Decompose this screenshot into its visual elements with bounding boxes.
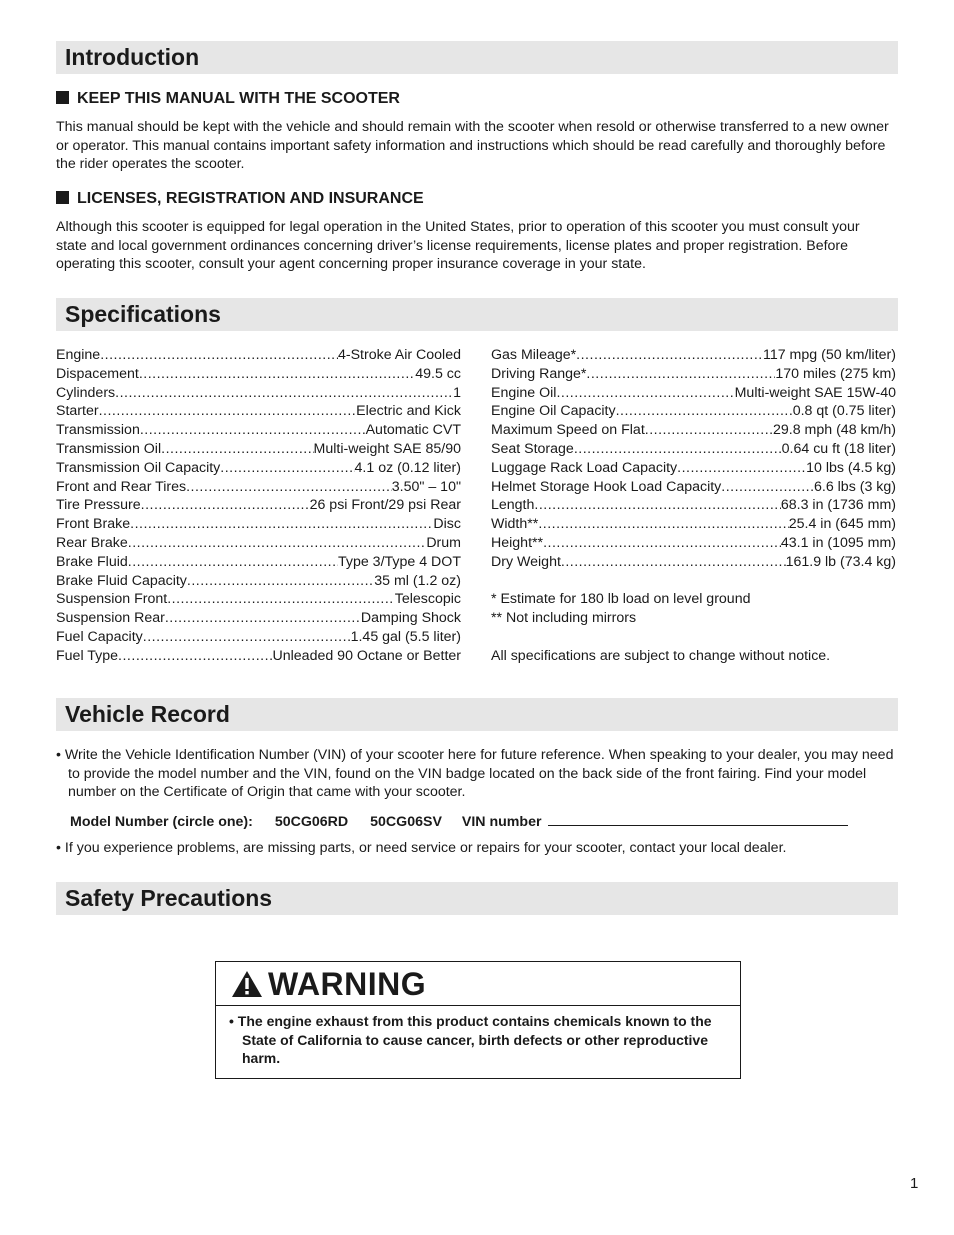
section-title-vehicle-record: Vehicle Record	[65, 701, 230, 727]
square-bullet-icon	[56, 91, 69, 104]
subheading-keep-manual	[56, 90, 400, 108]
square-bullet-icon	[56, 191, 69, 204]
spec-row: Engine ..... 4-Stroke Air Cooled	[56, 346, 461, 365]
spec-row: Starter ..... Electric and Kick	[56, 402, 461, 421]
section-title-introduction: Introduction	[65, 44, 200, 70]
model-option-rd: 50CG06RD	[274, 814, 349, 830]
spec-row: Suspension Rear ..... Damping Shock	[56, 609, 461, 628]
specs-right-column	[491, 346, 896, 666]
spec-row: Luggage Rack Load Capacity ..... 10 lbs (4.5 kg)	[491, 459, 896, 478]
spec-row: Cylinders ..... 1	[56, 384, 461, 403]
spec-row: Rear Brake ..... Drum	[56, 534, 461, 553]
spec-row: Width** ..... 25.4 in (645 mm)	[491, 515, 896, 534]
note-estimate: * Estimate for 180 lb load on level ground	[491, 591, 751, 608]
spec-row: Length ..... 68.3 in (1736 mm)	[491, 496, 896, 515]
spec-row: Transmission Oil ..... Multi-weight SAE 85/90	[56, 440, 461, 459]
spec-row: Fuel Type ..... Unleaded 90 Octane or Better	[56, 647, 461, 666]
spec-row: Engine Oil Capacity ..... 0.8 qt (0.75 liter)	[491, 402, 896, 421]
spec-row: Gas Mileage* ..... 117 mpg (50 km/liter)	[491, 346, 896, 365]
note-change: All specifications are subject to change without notice.	[491, 647, 831, 664]
warning-box	[215, 961, 741, 1079]
spec-row: Helmet Storage Hook Load Capacity ..... 6.6 lbs (3 kg)	[491, 478, 896, 497]
subheading-text: LICENSES, REGISTRATION AND INSURANCE	[77, 190, 424, 207]
note-mirrors: ** Not including mirrors	[491, 610, 637, 627]
licenses-paragraph: Although this scooter is equipped for legal operation in the United States, prior to operation of this scooter you must consult your state and local government ordinances concerning driver’s license requirements, license plates and proper registration. Before operating this scooter, consult your agent concerning proper insurance coverage in your state.	[56, 219, 860, 273]
section-vehicle-record	[56, 698, 898, 731]
section-introduction	[56, 41, 898, 74]
spec-row: Suspension Front ..... Telescopic	[56, 590, 461, 609]
model-number-label: Model Number (circle one):	[70, 814, 253, 830]
model-option-sv: 50CG06SV	[370, 814, 442, 830]
page-number: 1	[910, 1175, 919, 1192]
spec-row: Height** ..... 43.1 in (1095 mm)	[491, 534, 896, 553]
spec-row: Brake Fluid ..... Type 3/Type 4 DOT	[56, 553, 461, 572]
problems-paragraph: • If you experience problems, are missing parts, or need service or repairs for your scooter, contact your local dealer.	[56, 840, 787, 856]
vin-label: VIN number	[461, 814, 542, 830]
spec-row: Dispacement ..... 49.5 cc	[56, 365, 461, 384]
model-number-line	[70, 811, 848, 831]
spec-row: Engine Oil ..... Multi-weight SAE 15W-40	[491, 384, 896, 403]
spec-row: Front and Rear Tires ..... 3.50" – 10"	[56, 478, 461, 497]
keep-manual-paragraph: This manual should be kept with the vehicle and should remain with the scooter when resold or otherwise transferred to a new owner or operator. This manual contains important safety information and instructions which should be read carefully and thoroughly before the rider operates the scooter.	[56, 119, 889, 173]
spec-row: Tire Pressure ..... 26 psi Front/29 psi Rear	[56, 496, 461, 515]
spec-row: Driving Range* ..... 170 miles (275 km)	[491, 365, 896, 384]
spec-row: Transmission Oil Capacity ..... 4.1 oz (0.12 liter)	[56, 459, 461, 478]
vin-blank-line	[548, 811, 848, 826]
spec-row: Brake Fluid Capacity ..... 35 ml (1.2 oz)	[56, 572, 461, 591]
warning-title: WARNING	[268, 966, 427, 1002]
spec-row: Front Brake ..... Disc	[56, 515, 461, 534]
warning-text: • The engine exhaust from this product contains chemicals known to the State of California to cause cancer, birth defects or other reproductive harm.	[229, 1013, 712, 1066]
spec-row: Transmission ..... Automatic CVT	[56, 421, 461, 440]
section-specifications	[56, 298, 898, 331]
subheading-text: KEEP THIS MANUAL WITH THE SCOOTER	[77, 90, 400, 107]
specs-left-column	[56, 346, 461, 666]
spec-row: Fuel Capacity ..... 1.45 gal (5.5 liter)	[56, 628, 461, 647]
vin-paragraph: • Write the Vehicle Identification Number (VIN) of your scooter here for future reference. When speaking to your dealer, you may need to provide the model number and the VIN, found on the VIN badge located on the back side of the front fairing. Find your model number on the Certificate of Origin that came with your scooter.	[56, 747, 894, 801]
spec-row: Seat Storage ..... 0.64 cu ft (18 liter)	[491, 440, 896, 459]
spec-row: Dry Weight ..... 161.9 lb (73.4 kg)	[491, 553, 896, 572]
section-title-specifications: Specifications	[65, 301, 221, 327]
spec-row: Maximum Speed on Flat ..... 29.8 mph (48 km/h)	[491, 421, 896, 440]
section-safety	[56, 882, 898, 915]
warning-header	[216, 962, 740, 1006]
warning-triangle-icon	[231, 970, 263, 998]
section-title-safety: Safety Precautions	[65, 885, 273, 911]
subheading-licenses	[56, 190, 424, 208]
